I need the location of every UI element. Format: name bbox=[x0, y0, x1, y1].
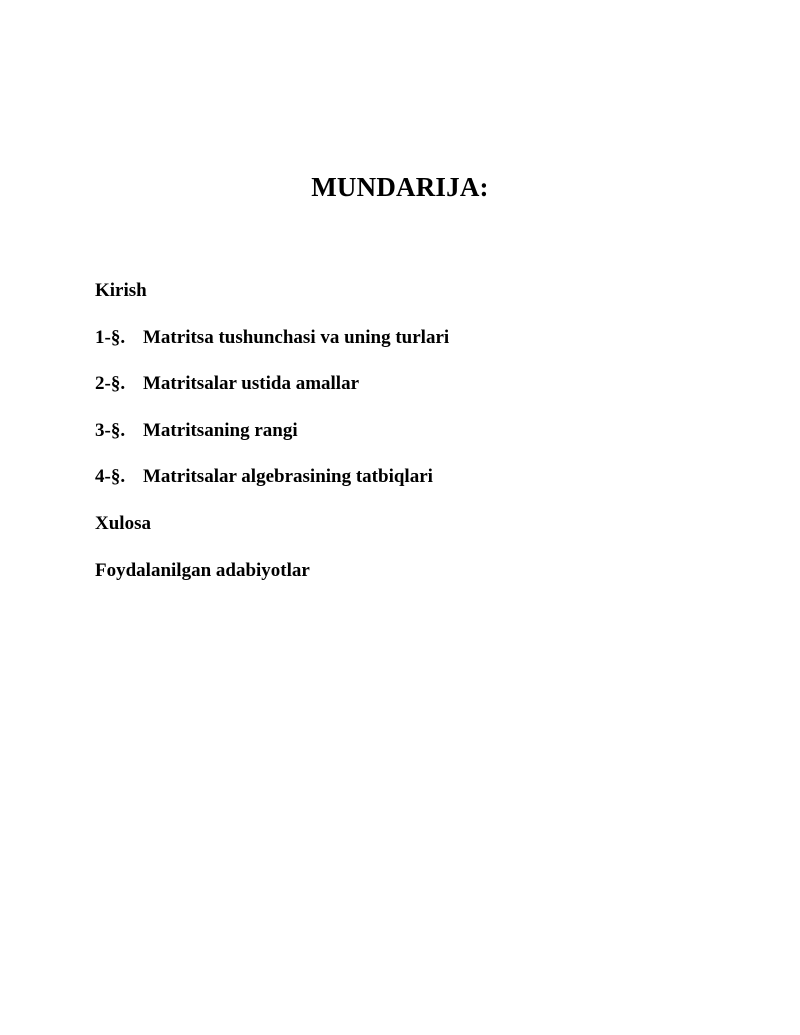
toc-item-section-3 bbox=[95, 420, 298, 442]
toc-item-number: 1-§. bbox=[95, 327, 126, 348]
toc-item-section-4 bbox=[95, 466, 433, 488]
toc-item-section-1 bbox=[95, 327, 449, 349]
toc-item-kirish bbox=[95, 280, 147, 302]
page-title: MUNDARIJA: bbox=[311, 172, 489, 202]
toc-item-xulosa bbox=[95, 513, 151, 535]
toc-item-label: Matritsalar algebrasining tatbiqlari bbox=[143, 466, 433, 487]
toc-item-section-2 bbox=[95, 373, 359, 395]
toc-item-number: 2-§. bbox=[95, 373, 126, 394]
toc-item-number: 4-§. bbox=[95, 466, 126, 487]
toc-item-label: Matritsa tushunchasi va uning turlari bbox=[143, 327, 450, 348]
toc-item-label: Kirish bbox=[95, 280, 147, 301]
toc-item-label: Foydalanilgan adabiyotlar bbox=[95, 560, 310, 581]
toc-item-label: Matritsalar ustida amallar bbox=[143, 373, 360, 394]
toc-item-references bbox=[95, 560, 310, 582]
toc-item-number: 3-§. bbox=[95, 420, 126, 441]
toc-item-label: Xulosa bbox=[95, 513, 151, 534]
toc-item-label: Matritsaning rangi bbox=[143, 420, 298, 441]
